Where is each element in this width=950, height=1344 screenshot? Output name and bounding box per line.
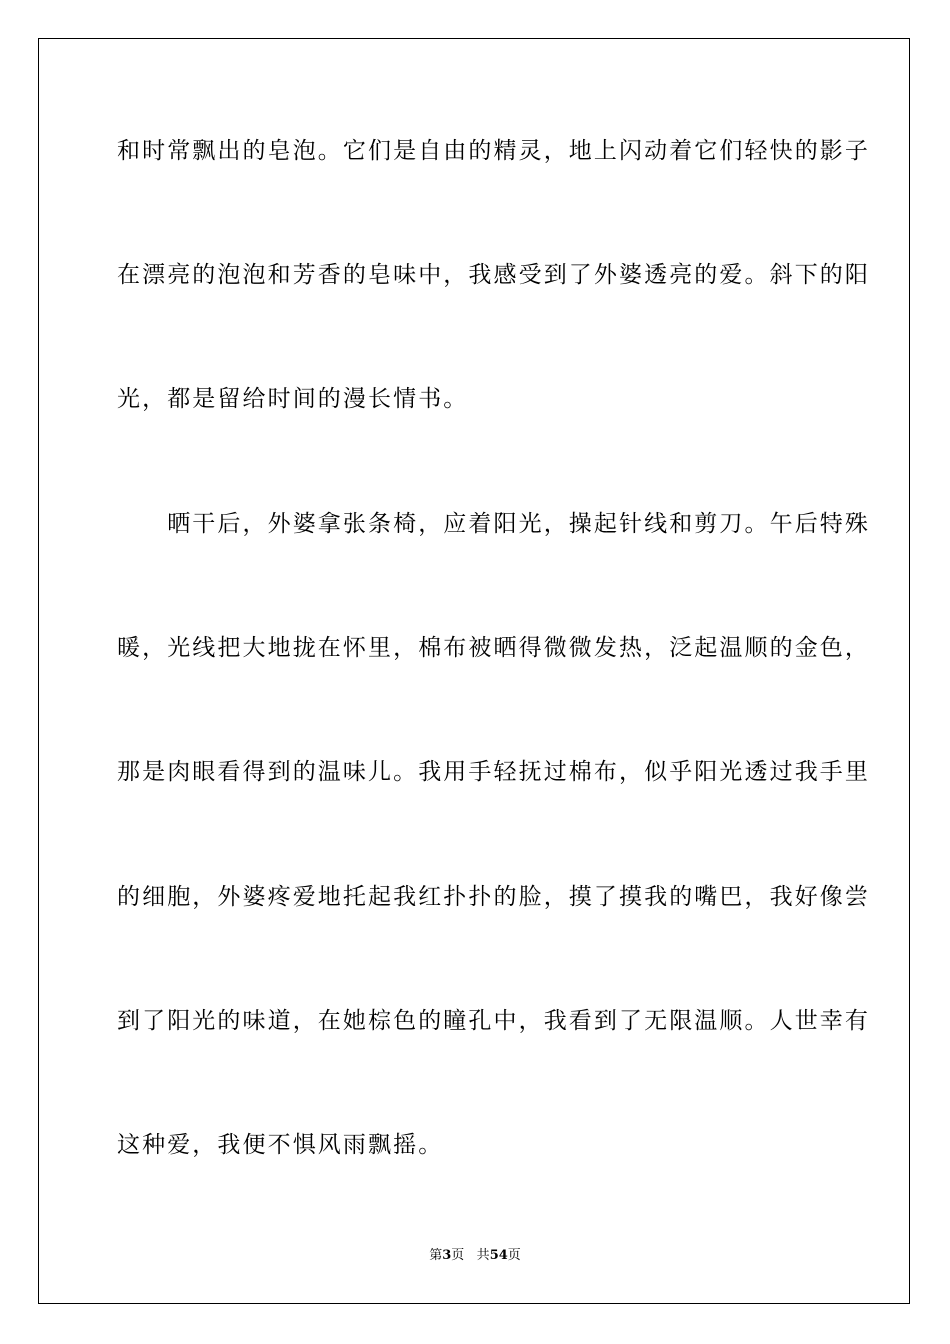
text-line: 那是肉眼看得到的温味儿。我用手轻抚过棉布，似乎阳光透过我手里 xyxy=(117,759,870,785)
text-line: 光，都是留给时间的漫长情书。 xyxy=(117,386,469,412)
page-prefix: 第 xyxy=(429,1248,443,1263)
page-suffix: 页 xyxy=(451,1248,465,1263)
total-prefix: 共 xyxy=(476,1248,490,1263)
text-line: 在漂亮的泡泡和芳香的皂味中，我感受到了外婆透亮的爱。斜下的阳 xyxy=(117,262,870,288)
text-line: 到了阳光的味道，在她棕色的瞳孔中，我看到了无限温顺。人世幸有 xyxy=(117,1008,870,1034)
total-suffix: 页 xyxy=(507,1248,521,1263)
page-border xyxy=(38,38,910,1304)
text-line: 这种爱，我便不惧风雨飘摇。 xyxy=(117,1132,444,1158)
page-number: 3 xyxy=(442,1248,452,1263)
text-line: 暖，光线把大地拢在怀里，棉布被晒得微微发热，泛起温顺的金色， xyxy=(117,635,870,661)
total-pages: 54 xyxy=(489,1248,508,1263)
page-footer xyxy=(0,1248,950,1264)
text-line: 的细胞，外婆疼爱地托起我红扑扑的脸，摸了摸我的嘴巴，我好像尝 xyxy=(117,884,870,910)
text-line: 和时常飘出的皂泡。它们是自由的精灵，地上闪动着它们轻快的影子 xyxy=(117,138,870,164)
text-line: 晒干后，外婆拿张条椅，应着阳光，操起针线和剪刀。午后特殊 xyxy=(117,511,870,537)
